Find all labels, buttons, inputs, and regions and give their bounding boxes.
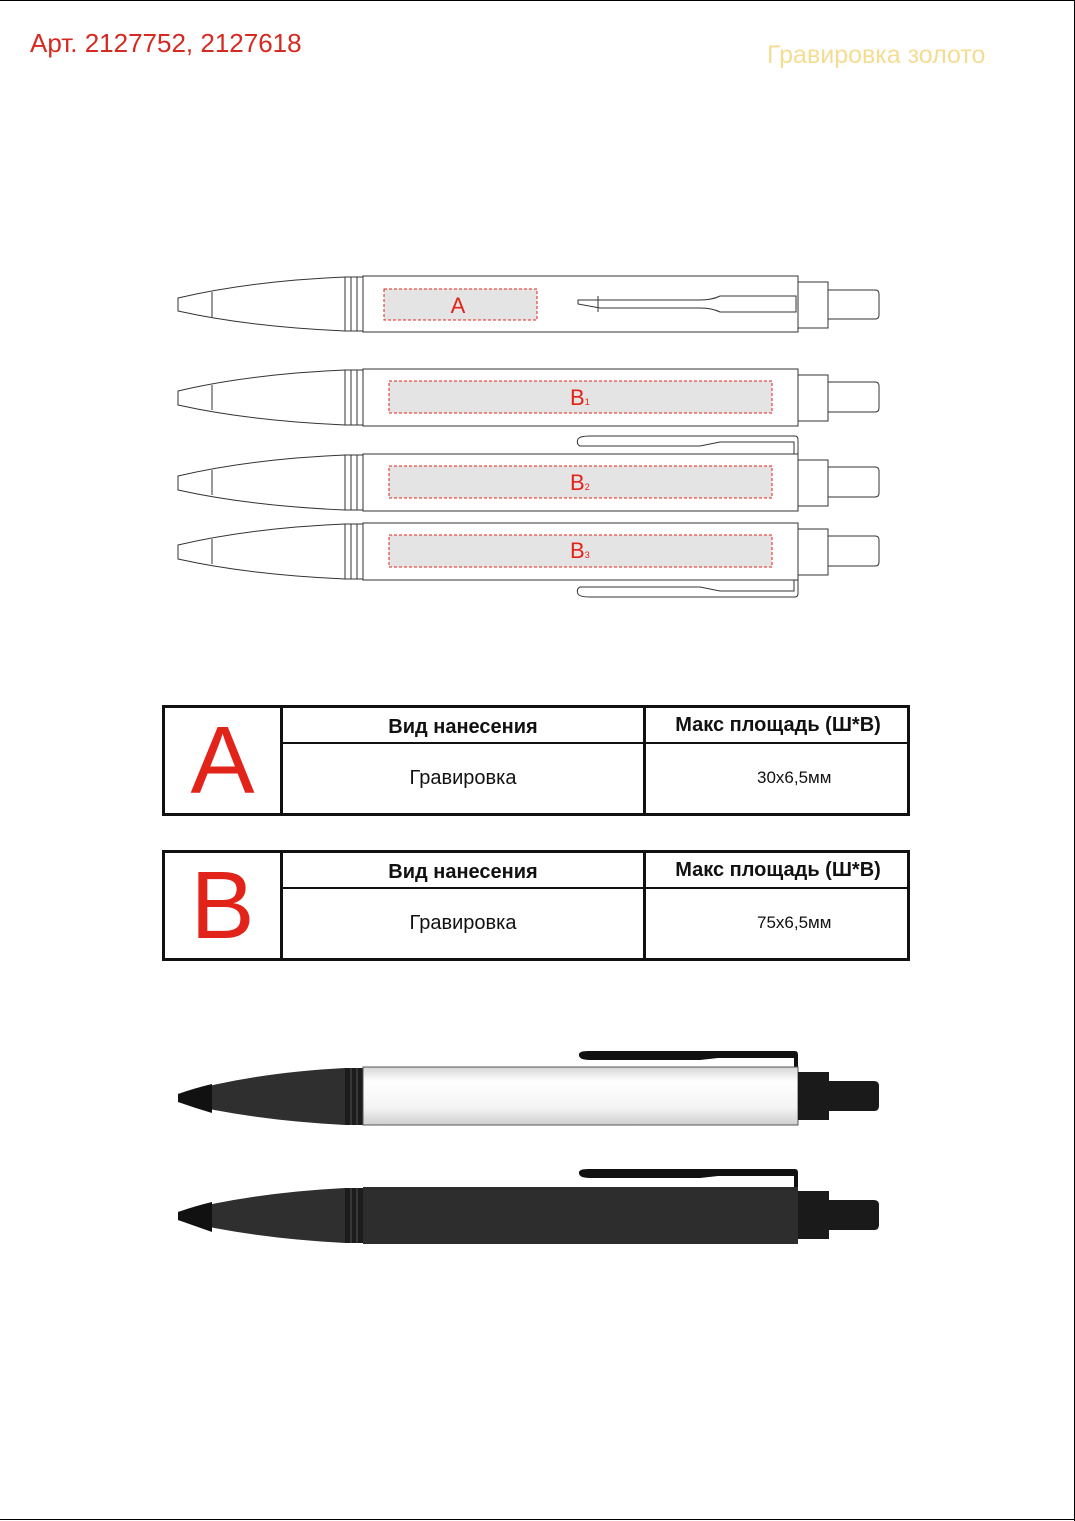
zone-a-label: A (450, 293, 466, 318)
pen-all-black (178, 1169, 879, 1244)
cell-max-area: 30х6,5мм (643, 744, 907, 813)
cell-method: Гравировка (409, 912, 517, 934)
zone-b2-label: B2 (570, 470, 590, 495)
spec-table-b (162, 850, 910, 961)
cell-max-area: 75х6,5мм (643, 889, 907, 958)
column-header-method: Вид нанесения (283, 853, 643, 889)
zone-b1-label: B1 (570, 385, 590, 410)
spec-table-a (162, 705, 910, 816)
column-header-method: Вид нанесения (283, 708, 643, 744)
article-number: Арт. 2127752, 2127618 (30, 28, 302, 58)
zone-b3-label: B3 (570, 538, 590, 563)
column-header-max-area: Макс площадь (Ш*В) (643, 708, 910, 744)
spec-table-letter: B (165, 853, 283, 958)
pen-black-silver (178, 1051, 879, 1125)
cell-method: Гравировка (409, 767, 517, 789)
spec-table-letter: A (165, 708, 283, 813)
column-header-max-area: Макс площадь (Ш*В) (643, 853, 910, 889)
engraving-type-label: Гравировка золото (767, 41, 986, 69)
